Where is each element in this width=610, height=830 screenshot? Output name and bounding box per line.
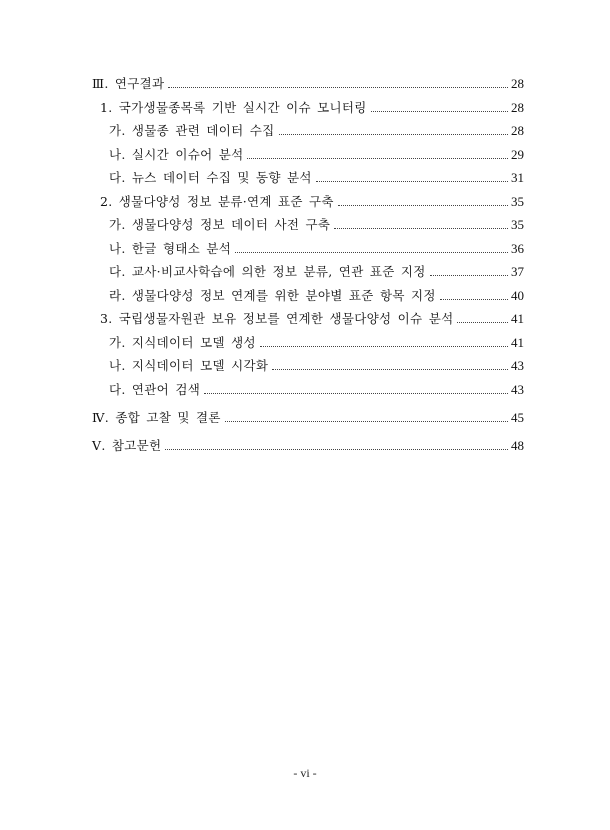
toc-entry-page: 41 bbox=[511, 334, 524, 350]
toc-entry-label: 가. 생물종 관련 데이터 수집 bbox=[109, 123, 275, 138]
toc-entry-page: 45 bbox=[511, 410, 524, 425]
toc-leader-dots bbox=[168, 87, 508, 88]
toc-entry-label: 다. 연관어 검색 bbox=[109, 381, 201, 397]
toc-entry-label: 라. 생물다양성 정보 연계를 위한 분야별 표준 항목 지정 bbox=[109, 287, 436, 303]
toc-entry-page: 43 bbox=[511, 358, 524, 373]
toc-entry-subsection bbox=[109, 211, 524, 233]
toc-entry-subsection bbox=[109, 141, 524, 163]
toc-leader-dots bbox=[338, 205, 508, 206]
toc-entry-label: 나. 실시간 이슈어 분석 bbox=[109, 146, 244, 162]
toc-entry-page: 31 bbox=[511, 170, 524, 185]
toc-leader-dots bbox=[272, 369, 508, 370]
toc-entry-subsection bbox=[109, 282, 524, 304]
toc-entry-page: 28 bbox=[511, 99, 524, 115]
toc-entry-page: 40 bbox=[511, 287, 524, 303]
toc-entry-page: 29 bbox=[511, 146, 524, 162]
toc-entry-label: 나. 지식데이터 모델 시각화 bbox=[109, 358, 269, 373]
toc-entry-page: 35 bbox=[511, 193, 524, 209]
toc-entry-section-3-3 bbox=[100, 305, 524, 327]
toc-leader-dots bbox=[225, 421, 508, 422]
toc-entry-label: Ⅲ. 연구결과 bbox=[92, 76, 165, 91]
toc-leader-dots bbox=[204, 393, 508, 394]
toc-entry-label: 가. 지식데이터 모델 생성 bbox=[109, 334, 256, 350]
toc-entry-label: 2. 생물다양성 정보 분류·연계 표준 구축 bbox=[100, 193, 334, 209]
toc-entry-subsection bbox=[109, 117, 524, 139]
toc-leader-dots bbox=[247, 158, 508, 159]
toc-entry-page: 41 bbox=[511, 311, 524, 326]
toc-entry-subsection bbox=[109, 164, 524, 186]
toc-leader-dots bbox=[430, 275, 508, 276]
toc-entry-subsection bbox=[109, 235, 524, 257]
toc-entry-subsection bbox=[109, 329, 524, 351]
toc-entry-subsection bbox=[109, 258, 524, 280]
toc-leader-dots bbox=[334, 228, 508, 229]
toc-entry-label: 다. 뉴스 데이터 수집 및 동향 분석 bbox=[109, 170, 312, 185]
toc-entry-chapter-5 bbox=[92, 432, 524, 454]
toc-entry-label: 다. 교사·비교사학습에 의한 정보 분류, 연관 표준 지정 bbox=[109, 264, 426, 279]
toc-entry-page: 43 bbox=[511, 381, 524, 397]
toc-leader-dots bbox=[279, 134, 509, 135]
toc-entry-label: Ⅳ. 종합 고찰 및 결론 bbox=[92, 410, 221, 425]
page-number: - vi - bbox=[293, 766, 317, 780]
toc-entry-label: Ⅴ. 참고문헌 bbox=[92, 438, 162, 453]
toc-entry-chapter-3 bbox=[92, 70, 524, 92]
toc-leader-dots bbox=[457, 322, 508, 323]
toc-entry-subsection bbox=[109, 352, 524, 374]
toc-entry-page: 36 bbox=[511, 240, 524, 256]
toc-entry-page: 35 bbox=[511, 217, 524, 232]
toc-entry-label: 가. 생물다양성 정보 데이터 사전 구축 bbox=[109, 217, 331, 232]
toc-leader-dots bbox=[260, 346, 508, 347]
toc-leader-dots bbox=[316, 181, 508, 182]
toc-entry-page: 28 bbox=[511, 123, 524, 138]
toc-entry-section-3-1 bbox=[100, 94, 524, 116]
toc-entry-page: 37 bbox=[511, 264, 524, 279]
toc-leader-dots bbox=[235, 252, 508, 253]
toc-entry-page: 28 bbox=[511, 76, 524, 91]
toc-entry-label: 3. 국립생물자원관 보유 정보를 연계한 생물다양성 이슈 분석 bbox=[100, 311, 454, 326]
toc-entry-page: 48 bbox=[511, 438, 524, 453]
toc-entry-section-3-2 bbox=[100, 188, 524, 210]
toc-entry-subsection bbox=[109, 376, 524, 398]
toc-entry-label: 1. 국가생물종목록 기반 실시간 이슈 모니터링 bbox=[100, 99, 367, 115]
toc-entry-chapter-4 bbox=[92, 404, 524, 426]
toc-leader-dots bbox=[371, 111, 508, 112]
toc-leader-dots bbox=[440, 299, 508, 300]
toc-entry-label: 나. 한글 형태소 분석 bbox=[109, 240, 232, 256]
toc-leader-dots bbox=[165, 449, 508, 450]
